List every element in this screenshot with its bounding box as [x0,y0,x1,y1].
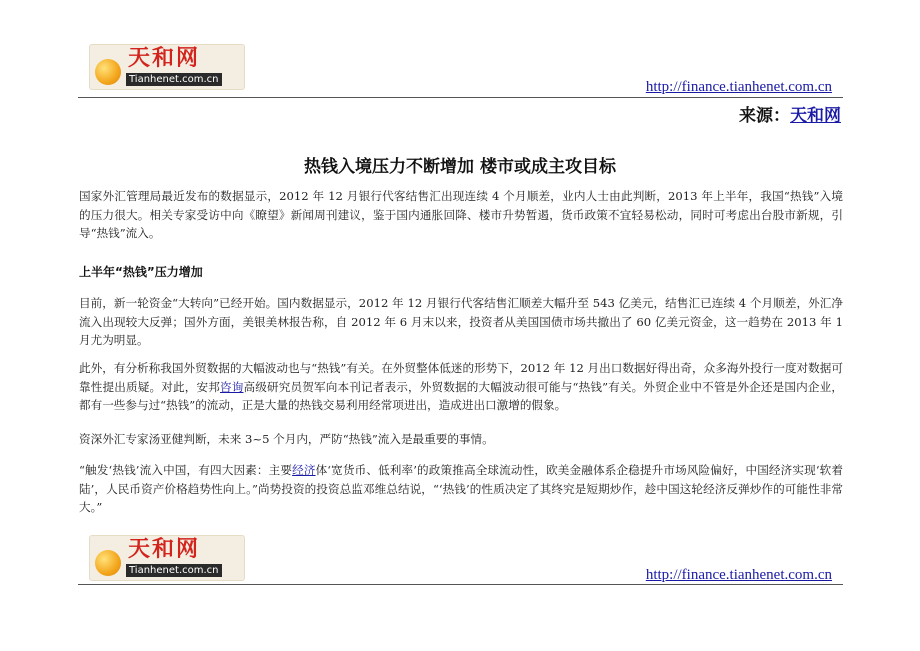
paragraph-1: 国家外汇管理局最近发布的数据显示，2012 年 12 月银行代客结售汇出现连续 4 个月顺差，业内人士由此判断，2013 年上半年，我国“热钱”入境的压力很大。相关专家受访中向《瞭望》新闻周刊建议，鉴于国内通胀回降、楼市升势暂遏，货币政策不宜轻易松动，同时可考虑出台股市新规，引导“热钱”流入。 [79,189,843,241]
consulting-link[interactable]: 咨询 [220,379,244,394]
logo-text-cn: 天和网 [128,537,201,562]
logo-ball-icon [95,550,121,576]
source-line [739,104,841,128]
logo-text-cn: 天和网 [128,46,201,71]
paragraph-3 [79,359,843,415]
footer-divider [78,584,843,585]
header-divider [78,97,843,98]
source-link[interactable]: 天和网 [790,106,841,126]
economy-link[interactable]: 经济 [292,463,316,477]
source-label: 来源： [739,106,790,126]
section-heading: 上半年“热钱”压力增加 [79,265,203,279]
logo-text-en: Tianhenet.com.cn [126,564,222,577]
site-logo[interactable] [89,44,245,90]
paragraph-5-text-a: “触发‘热钱’流入中国，有四大因素：主要 [79,463,293,477]
header-url-link[interactable]: http://finance.tianhenet.com.cn [645,79,832,95]
paragraph-2: 目前，新一轮资金“大转向”已经开始。国内数据显示，2012 年 12 月银行代客结售汇顺差大幅升至 543 亿美元，结售汇已连续 4 个月顺差，外汇净流入出现较大反弹；国外方面，美银美林报告称，自 2012 年 6 月末以来，投资者从美国国债市场共撤出了 60 亿美元资金，这一趋势在 2013 年 1 月尤为明显。 [79,296,843,348]
footer-url-link[interactable]: http://finance.tianhenet.com.cn [645,567,832,583]
logo-text-en: Tianhenet.com.cn [126,73,222,86]
paragraph-3-text-a: 此外，有分析称我国外贸数据的大幅波动也与“热钱”有关。在外贸整体低迷的形势下，2012 年 12 月出口数据好得出奇，众多海外投行一度对数据可靠性提出质疑。对此，安邦 [79,361,843,394]
paragraph-5-text-b: 体‘宽货币、低利率’的政策推高全球流动性，欧美金融体系企稳提升市场风险偏好，中国经济实现‘软着陆’，人民币资产价格趋势性向上。”尚势投资的投资总监邓维总结说，“‘热钱’的性质决定了其终究是短期炒作，趁中国这轮经济反弹炒作的可能性非常大。” [79,463,843,515]
footer-logo[interactable] [89,535,245,581]
paragraph-3-text-b: 高级研究员贺军向本刊记者表示，外贸数据的大幅波动很可能与“热钱”有关。外贸企业中不管是外企还是国内企业，都有一些参与过“热钱”的流动，正是大量的热钱交易利用经常项进出，造成进出口激增的假象。 [79,379,843,413]
article-title: 热钱入境压力不断增加 楼市或成主攻目标 [304,157,616,177]
logo-ball-icon [95,59,121,85]
paragraph-5 [79,461,843,517]
paragraph-4: 资深外汇专家汤亚健判断，未来 3~5 个月内，严防“热钱”流入是最重要的事情。 [79,432,494,446]
